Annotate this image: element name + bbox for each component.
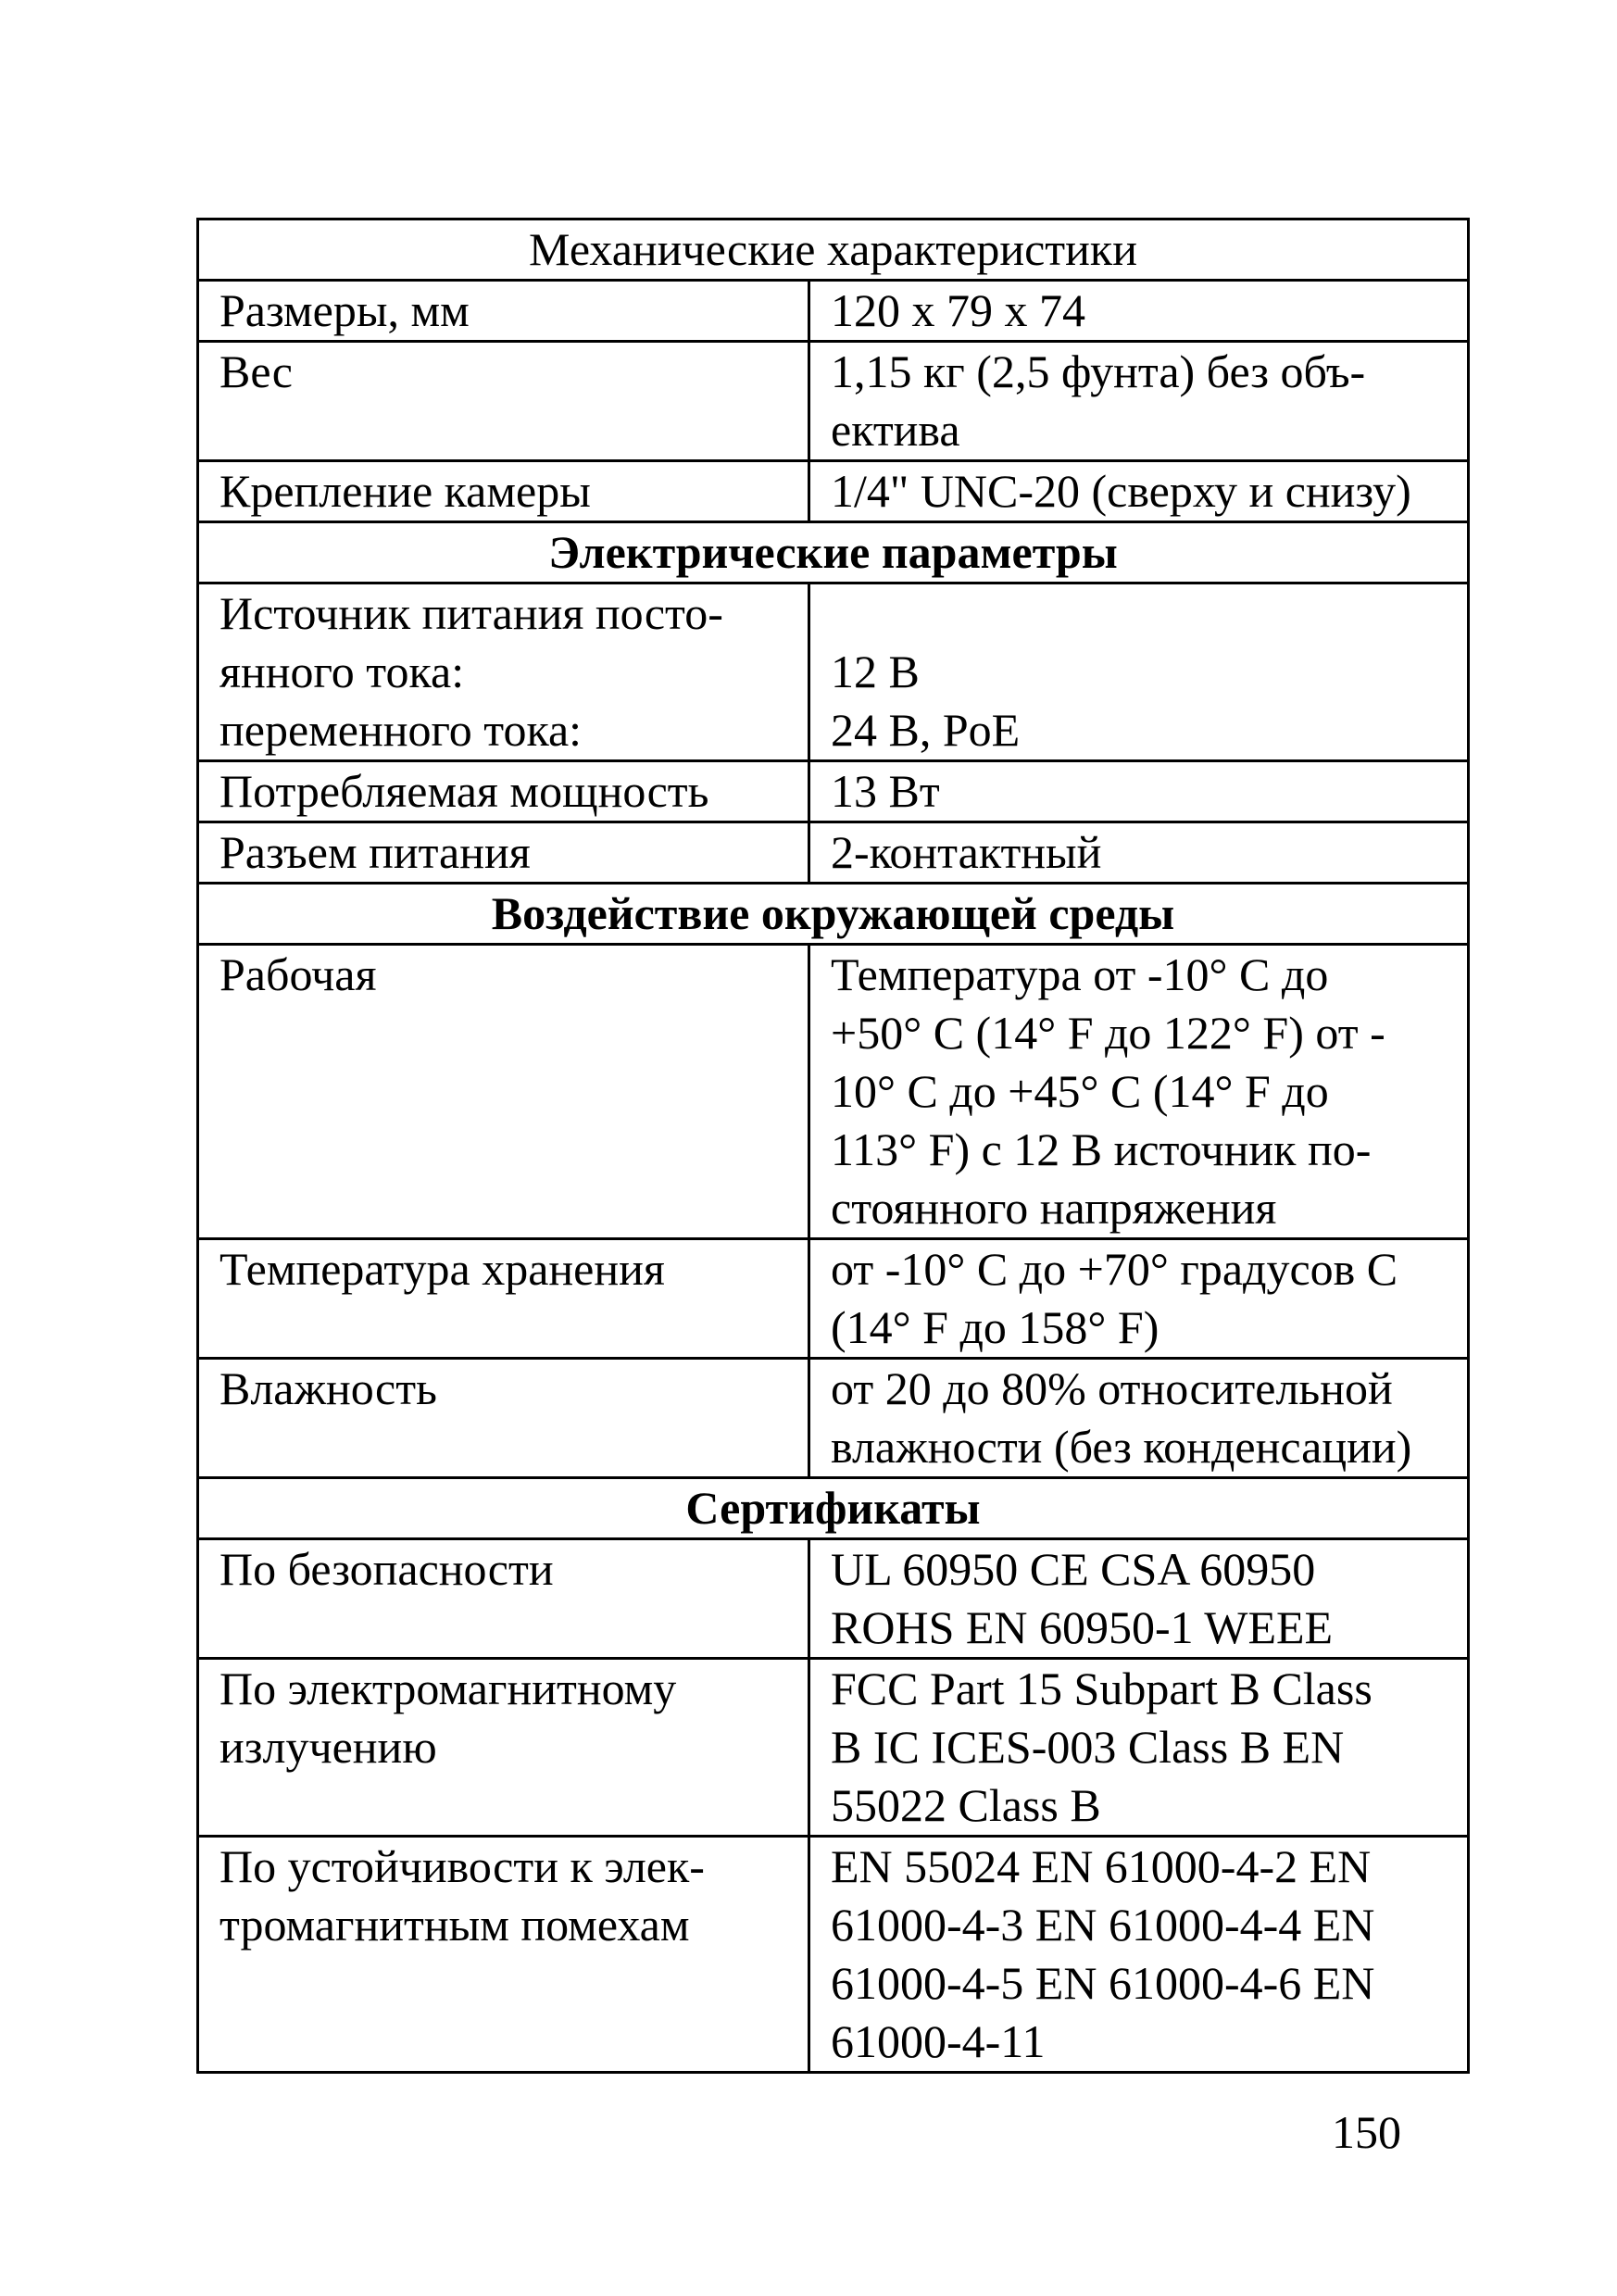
parameter-name: Вес: [198, 342, 809, 461]
specifications-table: [196, 218, 1470, 2074]
table-row: [198, 1239, 1469, 1359]
table-row: [198, 281, 1469, 342]
parameter-value: 2-контактный: [809, 822, 1469, 884]
parameter-value: от 20 до 80% относительной влажности (без конденсации): [809, 1359, 1469, 1478]
parameter-name: Размеры, мм: [198, 281, 809, 342]
parameter-name: Температура хранения: [198, 1239, 809, 1359]
parameter-name: Потребляемая мощность: [198, 761, 809, 822]
parameter-value: 12 В 24 В, PoE: [809, 583, 1469, 761]
section-header-row: [198, 522, 1469, 583]
table-row: [198, 461, 1469, 522]
parameter-value: FCC Part 15 Subpart B Class B IC ICES-003 Class B EN 55022 Class B: [809, 1659, 1469, 1837]
table-row: [198, 1659, 1469, 1837]
page-number: 150: [1332, 2106, 1401, 2158]
section-title: Воздействие окружающей среды: [198, 884, 1469, 945]
table-row: [198, 1837, 1469, 2073]
table-row: [198, 583, 1469, 761]
section-title: Сертификаты: [198, 1478, 1469, 1539]
parameter-name: По устойчивости к элек- тромагнитным помехам: [198, 1837, 809, 2073]
table-row: [198, 761, 1469, 822]
section-header-row: [198, 1478, 1469, 1539]
parameter-name: Крепление камеры: [198, 461, 809, 522]
section-header-row: [198, 220, 1469, 281]
table-row: [198, 1359, 1469, 1478]
parameter-value: 1/4" UNC-20 (сверху и снизу): [809, 461, 1469, 522]
table-row: [198, 945, 1469, 1239]
specifications-table-body: [198, 220, 1469, 2073]
section-title: Механические характеристики: [198, 220, 1469, 281]
parameter-name: Рабочая: [198, 945, 809, 1239]
parameter-value: 120 x 79 x 74: [809, 281, 1469, 342]
section-header-row: [198, 884, 1469, 945]
parameter-value: EN 55024 EN 61000-4-2 EN 61000-4-3 EN 61000-4-4 EN 61000-4-5 EN 61000-4-6 EN 61000-4-11: [809, 1837, 1469, 2073]
table-row: [198, 342, 1469, 461]
parameter-value: UL 60950 CE CSA 60950 ROHS EN 60950-1 WEEE: [809, 1539, 1469, 1659]
table-row: [198, 1539, 1469, 1659]
parameter-name: По безопасности: [198, 1539, 809, 1659]
parameter-name: Разъем питания: [198, 822, 809, 884]
parameter-value: 13 Вт: [809, 761, 1469, 822]
parameter-name: Влажность: [198, 1359, 809, 1478]
parameter-name: Источник питания посто- янного тока: переменного тока:: [198, 583, 809, 761]
parameter-name: По электромагнитному излучению: [198, 1659, 809, 1837]
section-title: Электрические параметры: [198, 522, 1469, 583]
parameter-value: Температура от -10° C до +50° C (14° F до 122° F) от - 10° C до +45° C (14° F до 113° F) с 12 В источник по- стоянного напряжения: [809, 945, 1469, 1239]
parameter-value: от -10° C до +70° градусов C (14° F до 158° F): [809, 1239, 1469, 1359]
table-row: [198, 822, 1469, 884]
parameter-value: 1,15 кг (2,5 фунта) без объ- ектива: [809, 342, 1469, 461]
